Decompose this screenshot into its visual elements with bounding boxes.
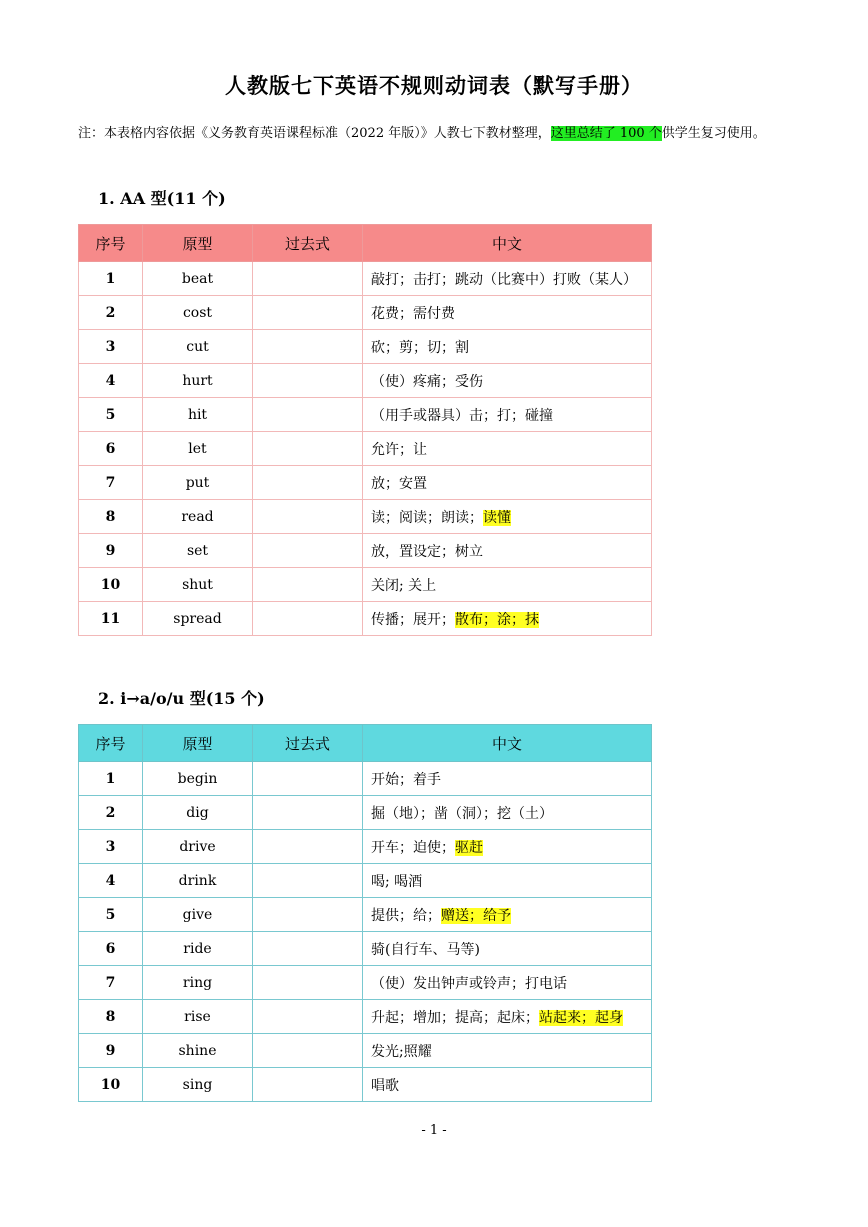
verb-past-tense-blank[interactable] [253,864,363,898]
verb-base-form: hurt [143,364,253,398]
section-title-aa: 1. AA 型(11 个) [98,189,226,208]
table-row [79,796,652,830]
verb-base-form: shine [143,1034,253,1068]
meaning-highlight: 读懂 [483,509,511,526]
verb-past-tense-blank[interactable] [253,1034,363,1068]
meaning-text: 发光;照耀 [371,1043,432,1060]
page-title: 人教版七下英语不规则动词表（默写手册） [225,73,643,98]
meaning-highlight: 驱赶 [455,839,483,856]
verb-base-form: set [143,534,253,568]
verb-base-form: ring [143,966,253,1000]
table-row [79,466,652,500]
meaning-text: 提供；给； [371,907,441,924]
row-number: 6 [79,932,143,966]
table-row [79,534,652,568]
verb-past-tense-blank[interactable] [253,1068,363,1102]
row-number: 1 [79,762,143,796]
table-row [79,500,652,534]
table-row [79,568,652,602]
verb-past-tense-blank[interactable] [253,364,363,398]
meaning-highlight: 赠送；给予 [441,907,511,924]
row-number: 8 [79,500,143,534]
table-row [79,602,652,636]
verb-past-tense-blank[interactable] [253,762,363,796]
table-row [79,364,652,398]
chinese-meaning [363,500,652,534]
row-number: 5 [79,398,143,432]
verb-base-form: drink [143,864,253,898]
verb-base-form: beat [143,262,253,296]
verb-past-tense-blank[interactable] [253,330,363,364]
table-row [79,1000,652,1034]
verb-base-form: rise [143,1000,253,1034]
page-number: - 1 - [421,1123,447,1138]
chinese-meaning [363,364,652,398]
row-number: 3 [79,330,143,364]
verb-base-form: read [143,500,253,534]
header-cn: 中文 [363,225,652,262]
row-number: 11 [79,602,143,636]
table-row [79,398,652,432]
row-number: 6 [79,432,143,466]
verb-base-form: spread [143,602,253,636]
chinese-meaning [363,1068,652,1102]
row-number: 8 [79,1000,143,1034]
table-row [79,1034,652,1068]
verb-past-tense-blank[interactable] [253,898,363,932]
verb-base-form: put [143,466,253,500]
verb-base-form: dig [143,796,253,830]
section-title-i-aou: 2. i→a/o/u 型(15 个) [98,689,265,708]
row-number: 5 [79,898,143,932]
meaning-text: 放；安置 [371,475,427,492]
verb-past-tense-blank[interactable] [253,932,363,966]
verb-base-form: hit [143,398,253,432]
table-row [79,330,652,364]
verb-base-form: begin [143,762,253,796]
verb-table-aa [78,224,652,636]
chinese-meaning [363,1034,652,1068]
row-number: 7 [79,966,143,1000]
header-past: 过去式 [253,225,363,262]
chinese-meaning [363,330,652,364]
meaning-text: （使）发出钟声或铃声；打电话 [371,975,567,992]
note-highlight: 这里总结了 100 个 [550,126,662,141]
verb-table-i-aou [78,724,652,1102]
table-row [79,296,652,330]
chinese-meaning [363,966,652,1000]
note-text-end: 供学生复习使用。 [661,126,766,141]
meaning-text: 关闭; 关上 [371,577,437,594]
chinese-meaning [363,432,652,466]
chinese-meaning [363,398,652,432]
header-cn: 中文 [363,725,652,762]
chinese-meaning [363,568,652,602]
row-number: 4 [79,364,143,398]
meaning-text: 喝; 喝酒 [371,873,423,890]
meaning-text: 骑(自行车、马等) [371,941,480,958]
table-header-row [79,225,652,262]
verb-past-tense-blank[interactable] [253,830,363,864]
meaning-text: （用手或器具）击；打；碰撞 [371,407,553,424]
meaning-highlight: 散布；涂；抹 [455,611,539,628]
verb-past-tense-blank[interactable] [253,602,363,636]
header-base: 原型 [143,725,253,762]
verb-past-tense-blank[interactable] [253,568,363,602]
meaning-text: 砍；剪；切；割 [371,339,469,356]
verb-past-tense-blank[interactable] [253,966,363,1000]
meaning-text: 升起；增加；提高；起床； [371,1009,539,1026]
verb-base-form: drive [143,830,253,864]
meaning-highlight: 站起来；起身 [539,1009,623,1026]
verb-base-form: shut [143,568,253,602]
meaning-text: 掘（地）；凿（洞）；挖（土） [371,805,553,822]
intro-note [78,122,794,146]
chinese-meaning [363,898,652,932]
header-num: 序号 [79,725,143,762]
header-num: 序号 [79,225,143,262]
header-base: 原型 [143,225,253,262]
row-number: 1 [79,262,143,296]
verb-past-tense-blank[interactable] [253,262,363,296]
verb-past-tense-blank[interactable] [253,500,363,534]
meaning-text: 传播；展开； [371,611,455,628]
table-header-row [79,725,652,762]
chinese-meaning [363,534,652,568]
verb-past-tense-blank[interactable] [253,796,363,830]
verb-base-form: ride [143,932,253,966]
verb-past-tense-blank[interactable] [253,432,363,466]
verb-past-tense-blank[interactable] [253,534,363,568]
verb-base-form: sing [143,1068,253,1102]
chinese-meaning [363,864,652,898]
chinese-meaning [363,796,652,830]
row-number: 4 [79,864,143,898]
chinese-meaning [363,932,652,966]
chinese-meaning [363,762,652,796]
verb-past-tense-blank[interactable] [253,296,363,330]
meaning-text: 花费；需付费 [371,305,455,322]
verb-base-form: give [143,898,253,932]
row-number: 7 [79,466,143,500]
table-row [79,762,652,796]
row-number: 2 [79,796,143,830]
verb-base-form: cost [143,296,253,330]
chinese-meaning [363,466,652,500]
table-row [79,966,652,1000]
meaning-text: 唱歌 [371,1077,399,1094]
table-row [79,432,652,466]
meaning-text: （使）疼痛；受伤 [371,373,483,390]
verb-past-tense-blank[interactable] [253,398,363,432]
chinese-meaning [363,1000,652,1034]
meaning-text: 敲打；击打；跳动（比赛中）打败（某人） [371,271,637,288]
meaning-text: 放，置设定；树立 [371,543,483,560]
row-number: 10 [79,1068,143,1102]
row-number: 2 [79,296,143,330]
row-number: 3 [79,830,143,864]
note-text: 注：本表格内容依据《义务教育英语课程标准（2022 年版）》人教七下教材整理， [78,126,551,141]
table-row [79,864,652,898]
row-number: 9 [79,1034,143,1068]
table-row [79,898,652,932]
header-past: 过去式 [253,725,363,762]
verb-past-tense-blank[interactable] [253,1000,363,1034]
chinese-meaning [363,602,652,636]
verb-base-form: cut [143,330,253,364]
row-number: 10 [79,568,143,602]
table-row [79,1068,652,1102]
meaning-text: 开车；迫使； [371,839,455,856]
table-row [79,262,652,296]
table-row [79,932,652,966]
meaning-text: 允许；让 [371,441,427,458]
chinese-meaning [363,262,652,296]
verb-past-tense-blank[interactable] [253,466,363,500]
verb-base-form: let [143,432,253,466]
meaning-text: 读；阅读；朗读； [371,509,483,526]
chinese-meaning [363,296,652,330]
row-number: 9 [79,534,143,568]
table-row [79,830,652,864]
meaning-text: 开始；着手 [371,771,441,788]
chinese-meaning [363,830,652,864]
